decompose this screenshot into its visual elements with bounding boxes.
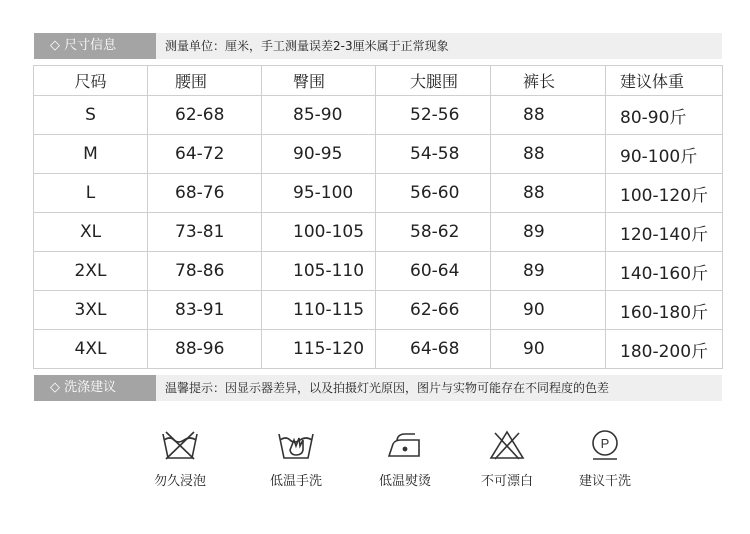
- cell-waist: 73-81: [148, 213, 262, 252]
- care-item-iron-low: [360, 428, 450, 489]
- dry-clean-icon: [585, 428, 625, 462]
- cell-weight: 160-180斤: [606, 291, 723, 330]
- care-item-do-not-soak: [135, 428, 225, 489]
- cell-length: 90: [491, 291, 606, 330]
- color-difference-note: 温馨提示：因显示器差异，以及拍摄灯光原因，图片与实物可能存在不同程度的色差: [165, 381, 610, 395]
- cell-thigh: 58-62: [376, 213, 491, 252]
- size-table: [33, 65, 723, 369]
- cell-waist: 78-86: [148, 252, 262, 291]
- cell-length: 88: [491, 174, 606, 213]
- size-table-header: [34, 66, 723, 96]
- care-label: 勿久浸泡: [153, 474, 206, 489]
- cell-weight: 100-120斤: [606, 174, 723, 213]
- cell-hip: 100-105: [262, 213, 376, 252]
- cell-hip: 90-95: [262, 135, 376, 174]
- header-length: 裤长: [491, 66, 606, 96]
- cell-weight: 140-160斤: [606, 252, 723, 291]
- care-item-dry-clean: [560, 428, 650, 489]
- size-info-tag: ◇ 尺寸信息: [34, 33, 156, 59]
- care-advice-bar: [34, 375, 722, 401]
- cell-hip: 115-120: [262, 330, 376, 369]
- care-label: 低温熨烫: [378, 474, 431, 489]
- care-label: 低温手洗: [269, 474, 322, 489]
- care-label: 不可漂白: [480, 474, 533, 489]
- svg-text:P: P: [600, 436, 610, 451]
- care-advice-tag: ◇ 洗涤建议: [34, 375, 156, 401]
- cell-hip: 105-110: [262, 252, 376, 291]
- cell-hip: 95-100: [262, 174, 376, 213]
- header-weight: 建议体重: [606, 66, 723, 96]
- header-size: 尺码: [34, 66, 148, 96]
- cell-weight: 80-90斤: [606, 96, 723, 135]
- cell-weight: 180-200斤: [606, 330, 723, 369]
- iron-low-icon: [385, 428, 425, 462]
- care-item-hand-wash: [251, 428, 341, 489]
- cell-hip: 110-115: [262, 291, 376, 330]
- cell-length: 89: [491, 213, 606, 252]
- cell-weight: 90-100斤: [606, 135, 723, 174]
- table-row: [34, 291, 723, 330]
- header-waist: 腰围: [148, 66, 262, 96]
- care-label: 建议干洗: [578, 474, 631, 489]
- cell-length: 89: [491, 252, 606, 291]
- header-thigh: 大腿围: [376, 66, 491, 96]
- cell-weight: 120-140斤: [606, 213, 723, 252]
- cell-size: S: [34, 96, 148, 135]
- header-hip: 臀围: [262, 66, 376, 96]
- cell-length: 88: [491, 96, 606, 135]
- cell-thigh: 62-66: [376, 291, 491, 330]
- cell-waist: 83-91: [148, 291, 262, 330]
- table-row: [34, 174, 723, 213]
- cell-thigh: 52-56: [376, 96, 491, 135]
- cell-size: XL: [34, 213, 148, 252]
- cell-waist: 88-96: [148, 330, 262, 369]
- cell-size: L: [34, 174, 148, 213]
- cell-thigh: 56-60: [376, 174, 491, 213]
- table-row: [34, 252, 723, 291]
- hand-wash-icon: [276, 428, 316, 462]
- table-row: [34, 96, 723, 135]
- cell-thigh: 64-68: [376, 330, 491, 369]
- cell-waist: 68-76: [148, 174, 262, 213]
- cell-hip: 85-90: [262, 96, 376, 135]
- cell-thigh: 54-58: [376, 135, 491, 174]
- cell-waist: 62-68: [148, 96, 262, 135]
- table-row: [34, 330, 723, 369]
- cell-length: 88: [491, 135, 606, 174]
- measurement-note: 测量单位：厘米，手工测量误差2-3厘米属于正常现象: [165, 39, 449, 53]
- do-not-soak-icon: [160, 428, 200, 462]
- no-bleach-icon: [487, 428, 527, 462]
- cell-thigh: 60-64: [376, 252, 491, 291]
- cell-size: 3XL: [34, 291, 148, 330]
- table-row: [34, 135, 723, 174]
- cell-length: 90: [491, 330, 606, 369]
- care-item-no-bleach: [462, 428, 552, 489]
- cell-size: 2XL: [34, 252, 148, 291]
- size-info-bar: [34, 33, 722, 59]
- cell-waist: 64-72: [148, 135, 262, 174]
- cell-size: M: [34, 135, 148, 174]
- table-row: [34, 213, 723, 252]
- cell-size: 4XL: [34, 330, 148, 369]
